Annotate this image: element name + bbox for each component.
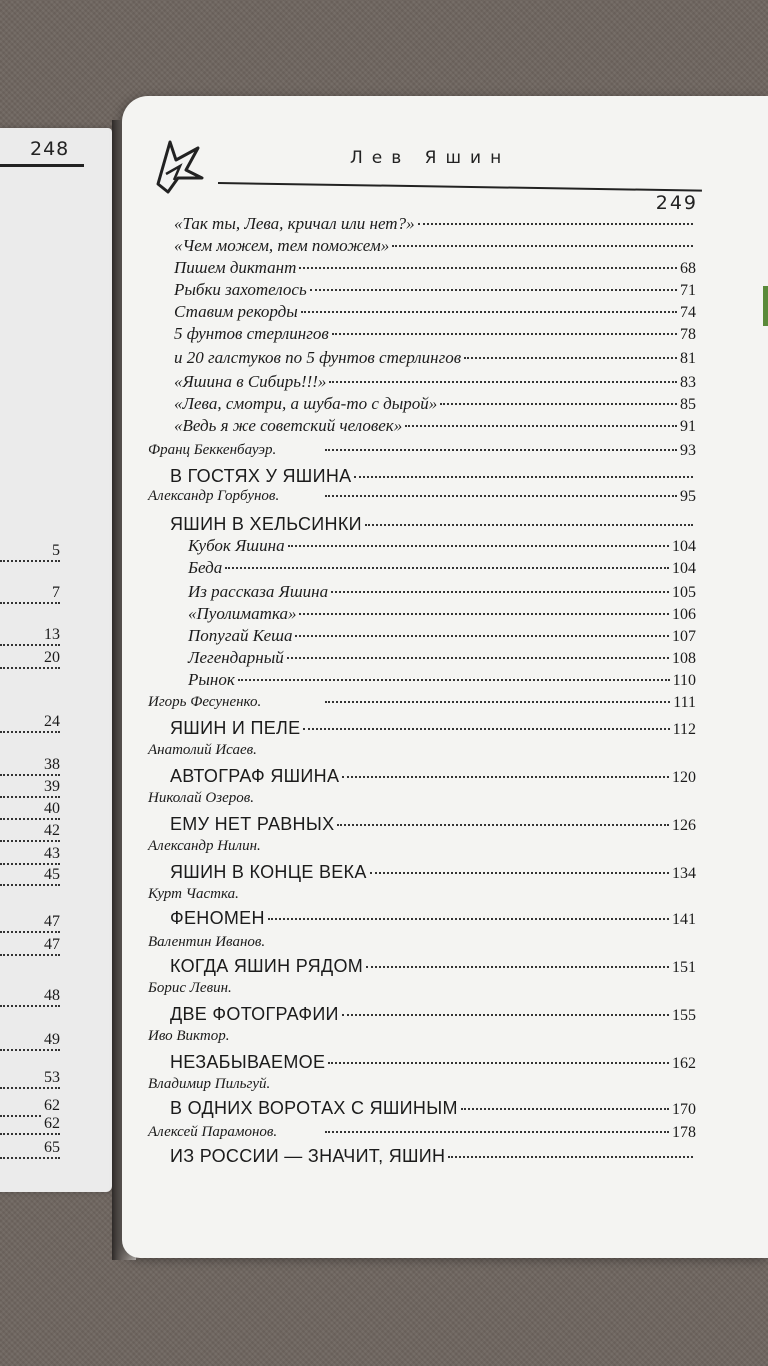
table-of-contents [122, 96, 768, 1258]
leader-dots [342, 1014, 669, 1016]
leader-dots [464, 357, 677, 359]
leader-dots [370, 872, 669, 874]
toc-page-number: 126 [672, 817, 696, 834]
leader-dots [225, 567, 669, 569]
toc-subentry-title: Легендарный [188, 648, 284, 667]
left-toc-row [0, 649, 60, 669]
toc-row[interactable] [322, 1124, 696, 1142]
toc-page-number: 120 [672, 769, 696, 786]
left-page-ref: 49 [44, 1031, 60, 1048]
toc-chapter-row[interactable] [170, 718, 696, 739]
toc-chapter-title: ЕМУ НЕТ РАВНЫХ [170, 814, 335, 834]
toc-chapter-title: ЯШИН И ПЕЛЕ [170, 718, 301, 738]
left-toc-row [0, 542, 60, 562]
left-page-ref: 40 [44, 800, 60, 817]
left-toc-row [0, 822, 60, 842]
toc-chapter-title: В ОДНИХ ВОРОТАХ С ЯШИНЫМ [170, 1098, 458, 1118]
right-page [122, 96, 768, 1258]
toc-author: Николай Озеров. [148, 790, 254, 806]
toc-subentry-row[interactable] [188, 670, 696, 690]
toc-page-number: 95 [680, 488, 696, 505]
left-page-ref: 20 [44, 649, 60, 666]
toc-page-number: 112 [672, 721, 696, 738]
leader-dots [440, 403, 677, 405]
left-page-ref: 24 [44, 713, 60, 730]
left-toc-row [0, 778, 60, 798]
left-page-ref: 5 [52, 542, 60, 559]
toc-subentry-row[interactable] [188, 582, 696, 602]
toc-chapter-title: ЯШИН В КОНЦЕ ВЕКА [170, 862, 367, 882]
left-toc-row [0, 1031, 60, 1051]
toc-chapter-title: ЯШИН В ХЕЛЬСИНКИ [170, 514, 362, 534]
left-page-ref: 13 [44, 626, 60, 643]
toc-page-number: 107 [672, 628, 696, 645]
left-toc-row [0, 866, 60, 886]
left-toc-row [0, 987, 60, 1007]
left-page-ref: 42 [44, 822, 60, 839]
toc-author: Александр Горбунов. [148, 488, 280, 504]
toc-chapter-title: ИЗ РОССИИ — ЗНАЧИТ, ЯШИН [170, 1146, 446, 1166]
left-page-number: 248 [30, 138, 70, 160]
toc-page-number: 170 [672, 1101, 696, 1118]
leader-dots [301, 311, 677, 313]
toc-subentry-title: Кубок Яшина [188, 536, 285, 555]
left-toc-row [0, 1069, 60, 1089]
left-page-ref: 65 [44, 1139, 60, 1156]
toc-subentry-row[interactable] [174, 372, 696, 392]
left-page-ref: 7 [52, 584, 60, 601]
leader-dots [461, 1108, 669, 1110]
left-toc-row [0, 845, 60, 865]
toc-page-number: 151 [672, 959, 696, 976]
toc-chapter-title: КОГДА ЯШИН РЯДОМ [170, 956, 364, 976]
left-page-ref: 38 [44, 756, 60, 773]
toc-subentry-title: Ставим рекорды [174, 302, 298, 321]
leader-dots [331, 591, 669, 593]
left-toc-row [0, 800, 60, 820]
toc-subentry-title: 5 фунтов стерлингов [174, 324, 329, 343]
leader-dots [238, 679, 670, 681]
toc-chapter-title: ДВЕ ФОТОГРАФИИ [170, 1004, 339, 1024]
left-page-ref: 39 [44, 778, 60, 795]
toc-page-number: 178 [672, 1124, 696, 1141]
toc-subentry-row[interactable] [174, 302, 696, 322]
leader-dots [354, 476, 693, 478]
leader-dots [332, 333, 677, 335]
toc-subentry-title: Рыбки захотелось [174, 280, 307, 299]
left-toc-row [0, 1139, 60, 1159]
toc-subentry-row[interactable] [174, 394, 696, 414]
toc-subentry-title: «Так ты, Лева, кричал или нет?» [174, 214, 415, 233]
leader-dots [325, 495, 677, 497]
toc-row[interactable] [322, 488, 696, 506]
toc-chapter-row[interactable] [170, 908, 696, 929]
leader-dots [392, 245, 693, 247]
toc-page-number: 81 [680, 350, 696, 367]
leader-dots [325, 449, 677, 451]
toc-page-number: 155 [672, 1007, 696, 1024]
left-page-ref: 62 [44, 1115, 60, 1132]
leader-dots [325, 1131, 669, 1133]
toc-subentry-title: «Ведь я же советский человек» [174, 416, 403, 435]
toc-author: Игорь Фесуненко. [148, 694, 262, 710]
toc-subentry-title: Рынок [188, 670, 235, 689]
toc-author: Анатолий Исаев. [148, 742, 257, 758]
toc-page-number: 93 [680, 442, 696, 459]
left-page-ref: 53 [44, 1069, 60, 1086]
leader-dots [328, 1062, 669, 1064]
left-header-rule [0, 164, 84, 167]
toc-author: Курт Частка. [148, 886, 239, 902]
toc-page-number: 74 [680, 304, 696, 321]
left-toc-row [0, 913, 60, 933]
leader-dots [268, 918, 669, 920]
toc-author: Валентин Иванов. [148, 934, 266, 950]
left-page-ref: 62 [44, 1097, 60, 1114]
toc-chapter-row[interactable] [170, 466, 696, 487]
toc-page-number: 108 [672, 650, 696, 667]
left-page-ref: 43 [44, 845, 60, 862]
toc-subentry-title: Беда [188, 558, 223, 577]
toc-subentry-title: «Яшина в Сибирь!!!» [174, 372, 327, 391]
left-toc-row [0, 584, 60, 604]
leader-dots [342, 776, 669, 778]
toc-page-number: 106 [672, 606, 696, 623]
toc-chapter-row[interactable] [170, 1052, 696, 1073]
toc-subentry-title: и 20 галстуков по 5 фунтов стерлингов [174, 348, 462, 367]
toc-subentry-row[interactable] [174, 236, 696, 256]
leader-dots [299, 613, 669, 615]
leader-dots [337, 824, 669, 826]
toc-chapter-title: ФЕНОМЕН [170, 908, 265, 928]
toc-subentry-row[interactable] [174, 214, 696, 234]
left-toc-row [0, 1115, 60, 1135]
toc-author: Иво Виктор. [148, 1028, 230, 1044]
toc-chapter-title: НЕЗАБЫВАЕМОЕ [170, 1052, 326, 1072]
toc-chapter-row[interactable] [170, 956, 696, 977]
toc-page-number: 68 [680, 260, 696, 277]
left-toc-row [0, 936, 60, 956]
toc-subentry-title: Из рассказа Яшина [188, 582, 329, 601]
left-page-ref: 48 [44, 987, 60, 1004]
leader-dots [325, 701, 670, 703]
toc-page-number: 91 [680, 418, 696, 435]
running-head: Лев Яшин [350, 148, 511, 168]
leader-dots [418, 223, 693, 225]
toc-chapter-row[interactable] [170, 814, 696, 835]
toc-page-number: 78 [680, 326, 696, 343]
leader-dots [366, 966, 669, 968]
left-page-ref: 47 [44, 936, 60, 953]
toc-author: Борис Левин. [148, 980, 232, 996]
toc-chapter-row[interactable] [170, 862, 696, 883]
toc-subentry-row[interactable] [174, 280, 696, 300]
toc-chapter-title: АВТОГРАФ ЯШИНА [170, 766, 340, 786]
toc-chapter-row[interactable] [170, 1004, 696, 1025]
leader-dots [405, 425, 677, 427]
toc-page-number: 105 [672, 584, 696, 601]
leader-dots [287, 657, 669, 659]
left-page-ref: 47 [44, 913, 60, 930]
toc-page-number: 111 [673, 694, 696, 711]
left-page [0, 128, 112, 1192]
toc-subentry-row[interactable] [174, 324, 696, 344]
toc-chapter-row[interactable] [170, 514, 696, 535]
toc-page-number: 104 [672, 538, 696, 555]
toc-chapter-row[interactable] [170, 766, 696, 787]
toc-chapter-row[interactable] [170, 1098, 696, 1119]
toc-page-number: 162 [672, 1055, 696, 1072]
toc-author: Франц Беккенбауэр. [148, 442, 277, 458]
right-page-number: 249 [655, 192, 698, 214]
toc-subentry-row[interactable] [174, 416, 696, 436]
leader-dots [448, 1156, 693, 1158]
toc-chapter-title: В ГОСТЯХ У ЯШИНА [170, 466, 352, 486]
left-toc-row [0, 713, 60, 733]
toc-page-number: 85 [680, 396, 696, 413]
toc-page-number: 110 [672, 672, 696, 689]
leader-dots [329, 381, 677, 383]
toc-page-number: 71 [680, 282, 696, 299]
toc-page-number: 83 [680, 374, 696, 391]
left-toc-row [0, 756, 60, 776]
toc-subentry-row[interactable] [188, 536, 696, 556]
leader-dots [303, 728, 669, 730]
toc-page-number: 141 [672, 911, 696, 928]
toc-page-number: 134 [672, 865, 696, 882]
toc-subentry-row[interactable] [188, 648, 696, 668]
leader-dots [288, 545, 669, 547]
toc-page-number: 104 [672, 560, 696, 577]
left-page-ref: 45 [44, 866, 60, 883]
toc-subentry-row[interactable] [188, 626, 696, 646]
left-toc-row [0, 626, 60, 646]
toc-subentry-row[interactable] [174, 258, 696, 278]
toc-subentry-title: Попугай Кеша [188, 626, 293, 645]
leader-dots [295, 635, 669, 637]
toc-subentry-title: «Лева, смотри, а шуба-то с дырой» [174, 394, 438, 413]
toc-subentry-row[interactable] [174, 348, 696, 368]
leader-dots [310, 289, 677, 291]
toc-row[interactable] [322, 442, 696, 460]
toc-subentry-title: «Чем можем, тем поможем» [174, 236, 390, 255]
toc-author: Алексей Парамонов. [148, 1124, 278, 1140]
leader-dots [299, 267, 677, 269]
toc-author: Владимир Пильгуй. [148, 1076, 271, 1092]
toc-chapter-row[interactable] [170, 1146, 696, 1167]
toc-subentry-title: «Пуолиматка» [188, 604, 297, 623]
toc-author: Александр Нилин. [148, 838, 261, 854]
toc-subentry-row[interactable] [188, 604, 696, 624]
toc-subentry-row[interactable] [188, 558, 696, 578]
leader-dots [365, 524, 693, 526]
toc-row[interactable] [322, 694, 696, 712]
toc-subentry-title: Пишем диктант [174, 258, 297, 277]
